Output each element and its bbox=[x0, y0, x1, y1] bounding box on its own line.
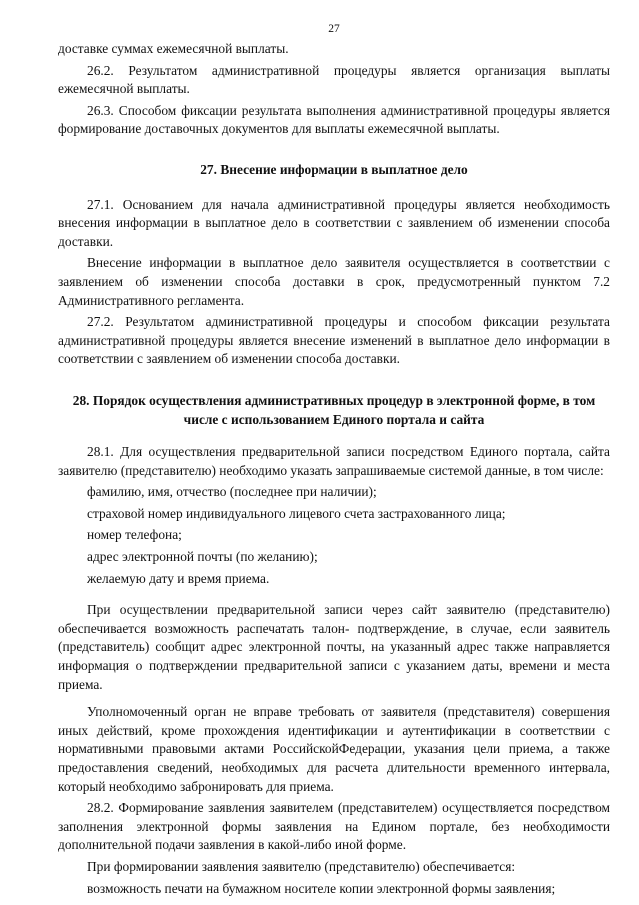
list-item: фамилию, имя, отчество (последнее при наличии); bbox=[87, 484, 377, 500]
paragraph-28-1-c: Уполномоченный орган не вправе требовать от заявителя (представителя) совершения иных действий, кроме прохождения идентификации и аутентификации в соответствии с нормативными правовыми актами РоссийскойФедерации, указания цели приема, а также предоставления сведений, необходимых для расчета длительности временного интервала, который необходимо забронировать для приема. bbox=[58, 704, 610, 794]
paragraph-28-1: 28.1. Для осуществления предварительной записи посредством Единого портала, сайта заявителю (представителю) необходимо указать запрашиваемые системой данные, в том числе: bbox=[58, 444, 610, 478]
paragraph-26-2: 26.2. Результатом административной процедуры является организация выплаты ежемесячной выплаты. bbox=[58, 62, 610, 97]
list-item: желаемую дату и время приема. bbox=[87, 570, 270, 586]
paragraph-28-2: 28.2. Формирование заявления заявителем (представителем) осуществляется посредством заполнения электронной формы заявления на Едином портале, без необходимости дополнительной подачи заявления в какой-либо иной форме. bbox=[58, 800, 610, 853]
section-heading-28: 28. Порядок осуществления административных процедур в электронной форме, в том числе с использованием Единого портала и сайта bbox=[72, 392, 596, 427]
paragraph-28-2-c: возможность печати на бумажном носителе копии электронной формы заявления; bbox=[87, 880, 556, 896]
list-item: адрес электронной почты (по желанию); bbox=[87, 549, 318, 565]
document-page bbox=[58, 22, 610, 898]
section-heading-27: 27. Внесение информации в выплатное дело bbox=[200, 161, 468, 177]
list-item: номер телефона; bbox=[87, 527, 182, 543]
list-item: страховой номер индивидуального лицевого счета застрахованного лица; bbox=[87, 505, 506, 521]
paragraph-27-2: 27.2. Результатом административной процедуры и способом фиксации результата административной процедуры является внесение изменений в выплатное дело информации в соответствии с заявлением об изменении способа доставки. bbox=[58, 314, 610, 367]
paragraph-28-1-b: При осуществлении предварительной записи через сайт заявителю (представителю) обеспечивается возможность распечатать талон- подтверждение, в случае, если заявитель (представитель) сообщит адрес электронной почты, на указанный адрес также направляется информация о подтверждении предварительной записи с указанием даты, времени и места приема. bbox=[58, 602, 610, 692]
paragraph-26-3: 26.3. Способом фиксации результата выполнения административной процедуры является формирование доставочных документов для выплаты ежемесячной выплаты. bbox=[58, 102, 610, 137]
paragraph-27-1: 27.1. Основанием для начала административной процедуры является необходимость внесения информации в выплатное дело в соответствии с заявлением об изменении способа доставки. bbox=[58, 196, 610, 249]
paragraph-27-1-b: Внесение информации в выплатное дело заявителя осуществляется в соответствии с заявлением об изменении способа доставки в срок, предусмотренный пунктом 7.2 Административного регламента. bbox=[58, 255, 610, 308]
paragraph-28-2-b: При формировании заявления заявителю (представителю) обеспечивается: bbox=[87, 858, 516, 874]
page-number: 27 bbox=[328, 23, 340, 35]
intro-line: доставке суммах ежемесячной выплаты. bbox=[58, 41, 289, 56]
